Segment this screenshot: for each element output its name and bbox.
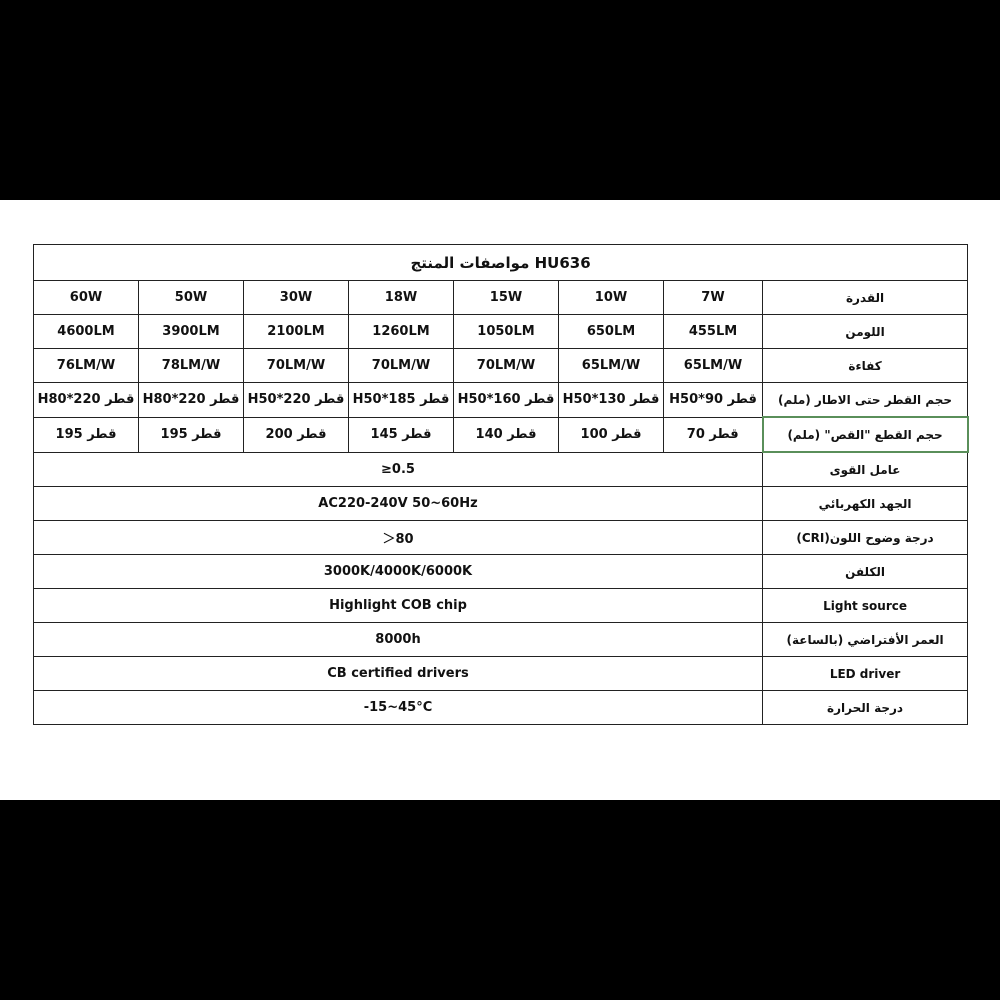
table-cell: قطر 220*H50 xyxy=(244,383,349,418)
table-cell: 30W xyxy=(244,281,349,315)
table-cell: قطر 130*H50 xyxy=(559,383,664,418)
table-cell: 70LM/W xyxy=(349,349,454,383)
row-label: عامل القوى xyxy=(763,452,968,487)
spec-row-temperature xyxy=(34,691,968,725)
row-label: اللومن xyxy=(763,315,968,349)
merged-value: 3000K/4000K/6000K xyxy=(34,555,763,589)
table-cell: 650LM xyxy=(559,315,664,349)
merged-value: ≥0.5 xyxy=(34,452,763,487)
spec-row-cutout-size xyxy=(34,417,968,452)
row-label: العمر الأفتراضي (بالساعة) xyxy=(763,623,968,657)
table-title: مواصفات المنتج HU636 xyxy=(34,245,968,281)
table-cell: 4600LM xyxy=(34,315,139,349)
row-label: كفاءة xyxy=(763,349,968,383)
table-cell: 70LM/W xyxy=(454,349,559,383)
table-cell: قطر 200 xyxy=(244,417,349,452)
row-label: حجم القطر حتى الاطار (ملم) xyxy=(763,383,968,418)
table-cell: قطر 145 xyxy=(349,417,454,452)
merged-value: AC220-240V 50~60Hz xyxy=(34,487,763,521)
row-label: Light source xyxy=(763,589,968,623)
table-cell: قطر 220*H80 xyxy=(139,383,244,418)
table-cell: 78LM/W xyxy=(139,349,244,383)
table-cell: 18W xyxy=(349,281,454,315)
merged-value: ＞80 xyxy=(34,521,763,555)
row-label: درجة الحرارة xyxy=(763,691,968,725)
table-cell: 1050LM xyxy=(454,315,559,349)
table-cell: 3900LM xyxy=(139,315,244,349)
table-cell: 65LM/W xyxy=(559,349,664,383)
title-row xyxy=(34,245,968,281)
table-cell: 15W xyxy=(454,281,559,315)
spec-row-lumen xyxy=(34,315,968,349)
table-cell: 70LM/W xyxy=(244,349,349,383)
table-cell: 76LM/W xyxy=(34,349,139,383)
row-label: الجهد الكهربائي xyxy=(763,487,968,521)
table-cell: قطر 70 xyxy=(664,417,763,452)
row-label: الكلفن xyxy=(763,555,968,589)
table-cell: قطر 220*H80 xyxy=(34,383,139,418)
table-cell: قطر 195 xyxy=(139,417,244,452)
table-cell: 50W xyxy=(139,281,244,315)
spec-row-voltage xyxy=(34,487,968,521)
table-cell: قطر 185*H50 xyxy=(349,383,454,418)
table-cell: 65LM/W xyxy=(664,349,763,383)
spec-row-outer-size xyxy=(34,383,968,418)
spec-row-light-source xyxy=(34,589,968,623)
row-label: LED driver xyxy=(763,657,968,691)
table-cell: قطر 140 xyxy=(454,417,559,452)
row-label: القدرة xyxy=(763,281,968,315)
table-cell: 10W xyxy=(559,281,664,315)
row-label: حجم القطع "القص" (ملم) xyxy=(763,417,968,452)
table-cell: قطر 195 xyxy=(34,417,139,452)
spec-table xyxy=(33,244,969,725)
spec-row-kelvin xyxy=(34,555,968,589)
table-cell: قطر 160*H50 xyxy=(454,383,559,418)
spec-row-led-driver xyxy=(34,657,968,691)
table-cell: قطر 90*H50 xyxy=(664,383,763,418)
spec-row-cri xyxy=(34,521,968,555)
row-label: درجة وضوح اللون(CRI) xyxy=(763,521,968,555)
table-cell: 455LM xyxy=(664,315,763,349)
spec-row-power xyxy=(34,281,968,315)
table-cell: 60W xyxy=(34,281,139,315)
spec-row-power-factor xyxy=(34,452,968,487)
table-cell: 1260LM xyxy=(349,315,454,349)
table-cell: 7W xyxy=(664,281,763,315)
merged-value: -15~45°C xyxy=(34,691,763,725)
spec-row-efficiency xyxy=(34,349,968,383)
table-cell: قطر 100 xyxy=(559,417,664,452)
merged-value: 8000h xyxy=(34,623,763,657)
table-cell: 2100LM xyxy=(244,315,349,349)
merged-value: Highlight COB chip xyxy=(34,589,763,623)
spec-row-lifetime xyxy=(34,623,968,657)
merged-value: CB certified drivers xyxy=(34,657,763,691)
